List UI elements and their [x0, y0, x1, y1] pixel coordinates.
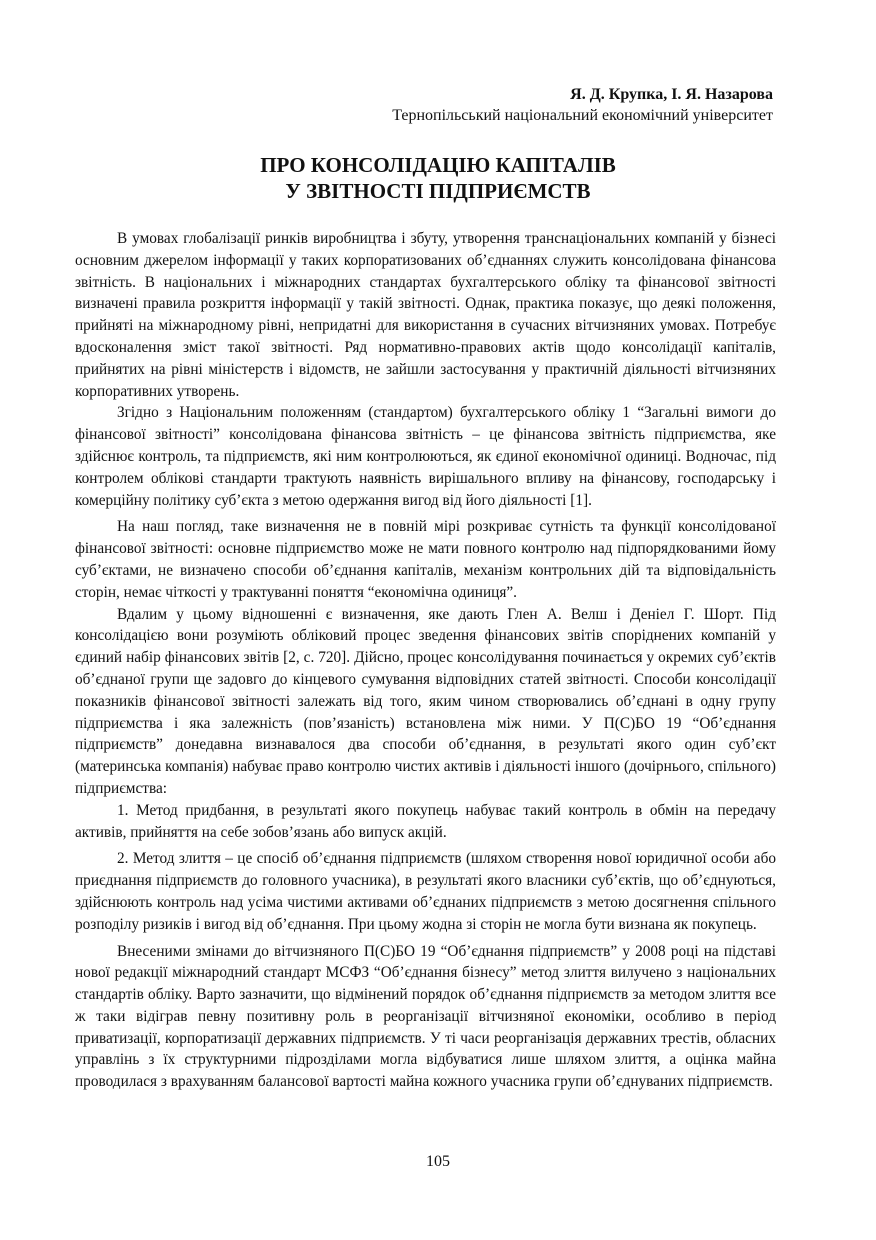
article-title [0, 152, 876, 204]
article-body [75, 228, 776, 1093]
paragraph-3: На наш погляд, таке визначення не в повній мірі розкриває сутність та функції консолідованої фінансової звітності: основне підприємство може не мати повного контролю над підпорядкованими йому суб’єктами, не визначено способи об’єднання капіталів, механізм контрольних дій та відповідальність сторін, немає чіткості у трактуванні поняття “економічна одиниця”. [75, 518, 776, 601]
affiliation: Тернопільський національний економічний університет [392, 107, 773, 124]
authors: Я. Д. Крупка, І. Я. Назарова [570, 86, 773, 103]
paragraph-1: В умовах глобалізації ринків виробництва і збуту, утворення транснаціональних компаній у бізнесі основним джерелом інформації у таких корпоратизованих об’єднаннях служить консолідована фінансова звітність. В національних і міжнародних стандартах бухгалтерського обліку та фінансової звітності визначені правила розкриття інформації у такій звітності. Однак, практика показує, що деякі положення, прийняті на міжнародному рівні, непридатні для використання в сучасних вітчизняних умовах. Потребує вдосконалення зміст такої звітності. Ряд нормативно-правових актів щодо консолідації капіталів, прийнятих на рівні міністерств і відомств, не зайшли застосування у практичній діяльності вітчизняних корпоративних утворень. [75, 230, 776, 400]
list-item-2: 2. Метод злиття – це спосіб об’єднання підприємств (шляхом створення нової юридичної особи або приєднання підприємств до головного учасника), в результаті якого власники суб’єктів, що об’єднуються, здійснюють контроль над усіма чистими активами об’єднаних підприємств з метою досягнення спільного розподілу ризиків і вигод від об’єднання. При цьому жодна зі сторін не могла бути визнана як покупець. [75, 850, 776, 933]
page-number: 105 [426, 1153, 450, 1170]
list-item-1: 1. Метод придбання, в результаті якого покупець набуває такий контроль в обмін на передачу активів, прийняття на себе зобов’язань або випуск акцій. [75, 801, 776, 841]
title-line-1: ПРО КОНСОЛІДАЦІЮ КАПІТАЛІВ [260, 153, 616, 177]
title-line-2: У ЗВІТНОСТІ ПІДПРИЄМСТВ [285, 179, 591, 203]
paragraph-5: Внесеними змінами до вітчизняного П(С)БО 19 “Об’єднання підприємств” у 2008 році на підставі нової редакції міжнародний стандарт МСФЗ “Об’єднання бізнесу” метод злиття вилучено з національних стандартів обліку. Варто зазначити, що відмінений порядок об’єднання підприємств за методом злиття все ж таки відіграв певну позитивну роль в реорганізації вітчизняної економіки, особливо в період приватизації, корпоратизації державних підприємств. У ті часи реорганізація державних трестів, обласних управлінь з їх структурними підрозділами могла відбуватися лише шляхом злиття, а оцінка майна проводилася з врахуванням балансової вартості майна кожного учасника групи об’єднуваних підприємств. [75, 942, 776, 1091]
paragraph-4: Вдалим у цьому відношенні є визначення, яке дають Глен А. Велш і Деніел Г. Шорт. Під консолідацією вони розуміють обліковий процес зведення фінансових звітів споріднених компаній у єдиний набір фінансових звітів [2, с. 720]. Дійсно, процес консолідування починається у окремих суб’єктів об’єднаної групи ще задовго до кінцевого сумування відповідних статей звітності. Способи консолідації показників фінансової звітності залежать від того, яким чином створювались об’єднані в одну групу підприємства і яка залежність (пов’язаність) встановлена між ними. У П(С)БО 19 “Об’єднання підприємств” донедавна визнавалося два способи об’єднання, в результаті якого один суб’єкт (материнська компанія) набуває право контролю чистих активів і діяльності іншого (дочірнього, спільного) підприємства: [75, 605, 776, 797]
paragraph-2: Згідно з Національним положенням (стандартом) бухгалтерського обліку 1 “Загальні вимоги до фінансової звітності” консолідована фінансова звітність – це фінансова звітність підприємства, яке здійснює контроль, та підприємств, які ним контролюються, як єдиної економічної одиниці. Водночас, під контролем облікові стандарти трактують наявність вирішального впливу на фінансову, господарську і комерційну політику суб’єкта з метою одержання вигод від його діяльності [1]. [75, 404, 776, 509]
